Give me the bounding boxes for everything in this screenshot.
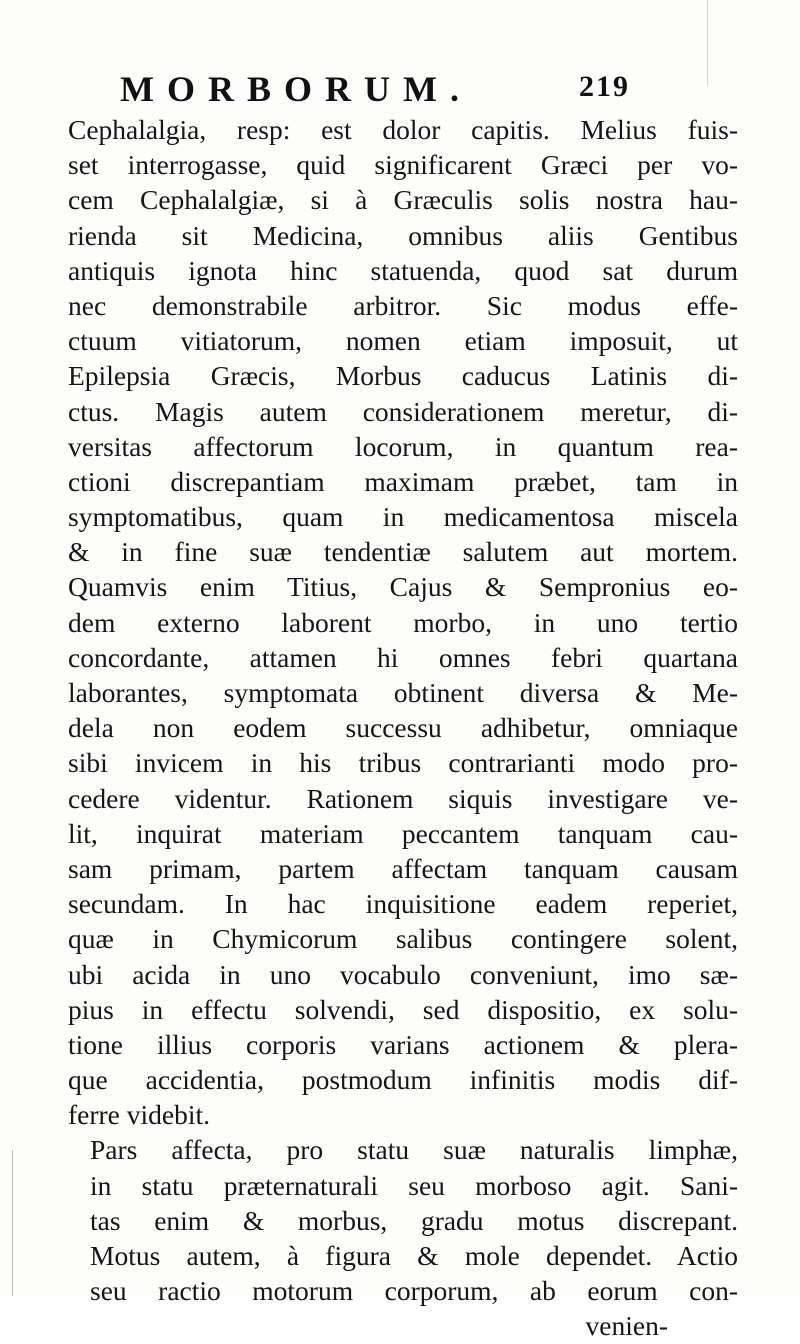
text-line: in statu præternaturali seu morboso agit. Sani- [90, 1169, 738, 1201]
text-line: ctioni discrepantiam maximam præbet, tam in [68, 465, 738, 497]
text-line: lit, inquirat materiam peccantem tanquam cau- [68, 817, 738, 849]
text-line: sibi invicem in his tribus contrarianti modo pro- [68, 747, 738, 779]
text-line: Epilepsia Græcis, Morbus caducus Latinis di- [68, 360, 738, 392]
text-line: ctus. Magis autem considerationem meretur, di- [68, 395, 738, 427]
text-line-paragraph-start: Pars affecta, pro statu suæ naturalis limphæ, [90, 1134, 738, 1166]
text-line: ctuum vitiatorum, nomen etiam imposuit, ut [68, 325, 738, 357]
catchword: venien- [585, 1310, 668, 1342]
page-number: 219 [579, 70, 630, 103]
text-line: set interrogasse, quid significarent Græci per vo- [68, 149, 738, 181]
text-line: cedere videntur. Rationem siquis investigare ve- [68, 782, 738, 814]
text-line: & in fine suæ tendentiæ salutem aut mortem. [68, 536, 738, 568]
text-line: seu ractio motorum corporum, ab eorum con- [90, 1275, 738, 1307]
running-title: MORBORUM. [120, 69, 472, 109]
text-line: cem Cephalalgiæ, si à Græculis solis nostra hau- [68, 184, 738, 216]
text-line: laborantes, symptomata obtinent diversa & Me- [68, 677, 738, 708]
text-line: antiquis ignota hinc statuenda, quod sat durum [68, 254, 738, 286]
page-header [120, 58, 680, 118]
body-text [68, 112, 738, 1344]
text-line: tione illius corporis varians actionem & plera- [68, 1028, 738, 1060]
text-line: nec demonstrabile arbitror. Sic modus effe- [68, 289, 738, 321]
text-line: secundam. In hac inquisitione eadem reperiet, [68, 888, 738, 920]
text-line: Cephalalgia, resp: est dolor capitis. Melius fuis- [68, 114, 738, 145]
text-line: sam primam, partem affectam tanquam causam [68, 852, 738, 884]
text-line: quæ in Chymicorum salibus contingere solent, [68, 923, 738, 955]
text-line: que accidentia, postmodum infinitis modis dif- [68, 1064, 738, 1096]
text-line: dem externo laborent morbo, in uno tertio [68, 606, 738, 638]
text-line: Motus autem, à figura & mole dependet. Actio [90, 1240, 738, 1271]
text-line: ubi acida in uno vocabulo conveniunt, imo sæ- [68, 958, 738, 990]
text-line: rienda sit Medicina, omnibus aliis Gentibus [68, 219, 738, 251]
text-line: pius in effectu solvendi, sed dispositio, ex solu- [68, 993, 738, 1025]
text-line: tas enim & morbus, gradu motus discrepant. [90, 1204, 738, 1236]
text-line: dela non eodem successu adhibetur, omniaque [68, 712, 738, 744]
text-line: versitas affectorum locorum, in quantum rea- [68, 430, 738, 462]
page-edge-shadow [707, 0, 708, 86]
binding-edge [12, 1150, 13, 1296]
text-line: symptomatibus, quam in medicamentosa miscela [68, 501, 738, 533]
text-line-paragraph-end: ferre videbit. [68, 1099, 211, 1131]
text-line: Quamvis enim Titius, Cajus & Sempronius eo- [68, 571, 738, 603]
text-line: concordante, attamen hi omnes febri quartana [68, 641, 738, 673]
